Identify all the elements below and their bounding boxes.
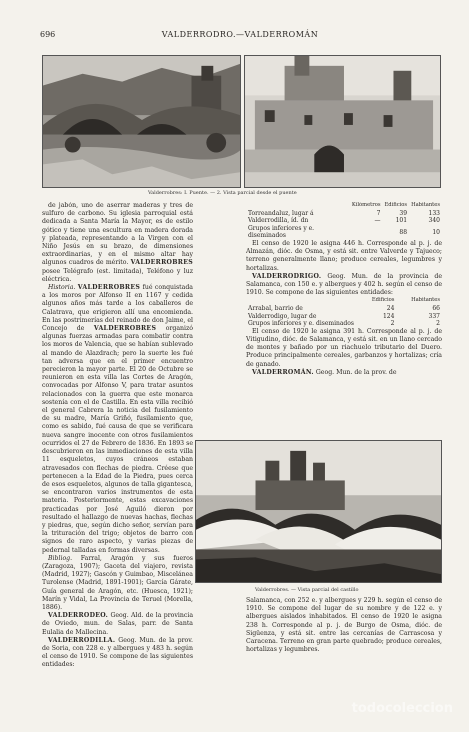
- page-number: 696: [40, 30, 56, 39]
- column-header: Kilómetros: [351, 202, 381, 208]
- entry-valderrodilla: VALDERRODILLA. Geog. Mun. de la prov. de Soria, con 228 e. y albergues y 483 h. según el censo de 1910. Se compone de las siguientes entidades:: [42, 636, 193, 669]
- table-row: Arrabal, barrio de 24 66: [248, 304, 440, 312]
- paragraph-bibliography: Bibliog. Farral, Aragón y sus fueros (Zaragoza, 1907); Gaceta del viajero, revista (Madrid, 1927); Gascón y Guimbao, Miscelánea Turolense (Madrid, 1891-1901); García Gárate, Guía general de Aragón, etc. (Huesca, 1921); Marín y Vidal, La Provincia de Teruel (Morella, 1886).: [42, 554, 193, 611]
- entry-valderrodrigo: VALDERRODRIGO. Geog. Mun. de la provincia de Salamanca, con 150 e. y albergues y 402 h. según el censo de 1910. Se compone de las siguientes entidades:: [246, 272, 442, 297]
- table-row: Torreandaluz, lugar á 7 39 133: [248, 209, 440, 217]
- column-header: Habitantes: [411, 202, 440, 208]
- running-title: VALDERRODRO.—VALDERROMÁN: [161, 30, 319, 39]
- photo-bridge: [42, 55, 241, 188]
- paragraph: El censo de 1920 le asigna 391 h. Corresponde al p. j. de Vitigudino, dióc. de Salamanca, y está sit. en un llano cercado de montes y bañado por un riachuelo tributario del Duero. Produce principalmente cereales, garbanzos y hortalizas; cría de ganado.: [246, 327, 442, 368]
- photo-partial-view: [244, 55, 441, 188]
- paragraph: El censo de 1920 le asigna 446 h. Corresponde al p. j. de Almazán, dióc. de Osma, y está sit. entre Valverde y Tajueco; terreno generalmente llano; produce cereales, legumbres y hortalizas.: [246, 239, 442, 272]
- column-header: Edificios: [371, 297, 395, 304]
- photo-castle: [195, 440, 442, 583]
- running-header: [40, 30, 440, 42]
- table-valderrodrigo: [246, 297, 442, 327]
- left-column: [42, 202, 193, 720]
- right-column: [246, 202, 442, 438]
- entry-valderrodeo: VALDERRODEO. Geog. Ald. de la provincia de Oviedo, mun. de Salas, parr. de Santa Eulalia de Mallecina.: [42, 612, 193, 636]
- column-header: Edificios: [384, 202, 408, 208]
- paragraph: Salamanca, con 252 e. y albergues y 229 h. según el censo de 1910. Se compone del lugar de su nombre y de 122 e. y albergues aislados inhabitados. El censo de 1920 le asigna 238 h. Corresponde al p. j. de Burgo de Osma, dióc. de Sigüenza, y está sit. entre las cercanías de Carrascosa y Caracena. Terreno en gran parte quebrado; produce cereales, hortalizas y legumbres.: [246, 597, 442, 654]
- table-row: Grupos inferiores y e. diseminados 88 10: [248, 224, 440, 240]
- caption-top-photos: Valderrobres: I. Puente. — 2. Vista parcial desde el puente: [148, 190, 297, 196]
- column-header: Habitantes: [411, 297, 440, 304]
- table-row: Grupos inferiores y e. diseminados 2 2: [248, 320, 440, 328]
- entry-valderroman: VALDERROMÁN. Geog. Mun. de la prov. de: [252, 368, 397, 376]
- table-valderrodilla: [246, 202, 442, 240]
- table-row: Valderrodilla, íd. dn — 101 340: [248, 217, 440, 225]
- table-row: Valderrodigo, lugar de 124 337: [248, 312, 440, 320]
- paragraph-history: Historia. VALDERROBRES fué conquistada a los moros por Alfonso II en 1167 y cedida algunos años más tarde a los caballeros de Calatrava, que erigieron allí una encomienda. En las postrimerías del reinado de don Jaime, el Concejo de VALDERROBRES organizó algunas fuerzas armadas para combatir contra los moros de Valencia, que se habían sublevado al mando de Alazdrach; pero la suerte les fué tan adversa que en el primer encuentro perecieron la mayor parte. El 20 de Octubre se reunieron en esta villa las Cortes de Aragón, convocadas por Alfonso V, para tratar asuntos relacionados con la guerra que este monarca sostenía con el de Castilla. En esta villa recibió el general Cabrera la noticia del fusilamiento de su madre, María Griñó, fusilamiento que, como es sabido, fué causa de que se verificara nueva sangre inocente con otros fusilamientos ocurridos el 27 de Febrero de 1836. En 1893 se descubrieron en las inmediaciones de esta villa 11 esqueletos, cuyos cráneos estaban atravesados con flechas de piedra. Créese que pertenecen a la Edad de la Piedra, pues cerca de esos esqueletos, algunos de talla gigantesca, se encontraron varios instrumentos de esta materia. Posteriormente, estas excavaciones practicadas por José Aguiló dieron por resultado el hallazgo de nuevas hachas, flechas y piedras, que, según dicho señor, servían para la trituración del trigo; objetos de barro con signos de raro aspecto, y varias piezas de pedernal talladas en formas diversas.: [42, 284, 193, 554]
- right-column-bottom: [246, 597, 442, 717]
- paragraph: de jabón, uno de aserrar maderas y tres de sulfuro de carbono. Su iglesia parroquial está dedicada a Santa María la Mayor, es de estilo gótico y tiene una escultura en madera dorada y plateada, representando a la Virgen con el Niño Jesús en su brazo, de dimensiones extraordinarias, y en el mismo altar hay algunos cuadros de mérito. VALDERROBRES posee Telégrafo (est. limitada), Teléfono y luz eléctrica.: [42, 202, 193, 283]
- watermark-logo: todocoleccion: [351, 701, 453, 716]
- caption-castle-photo: Valderrobres. — Vista parcial del castillo: [255, 587, 359, 593]
